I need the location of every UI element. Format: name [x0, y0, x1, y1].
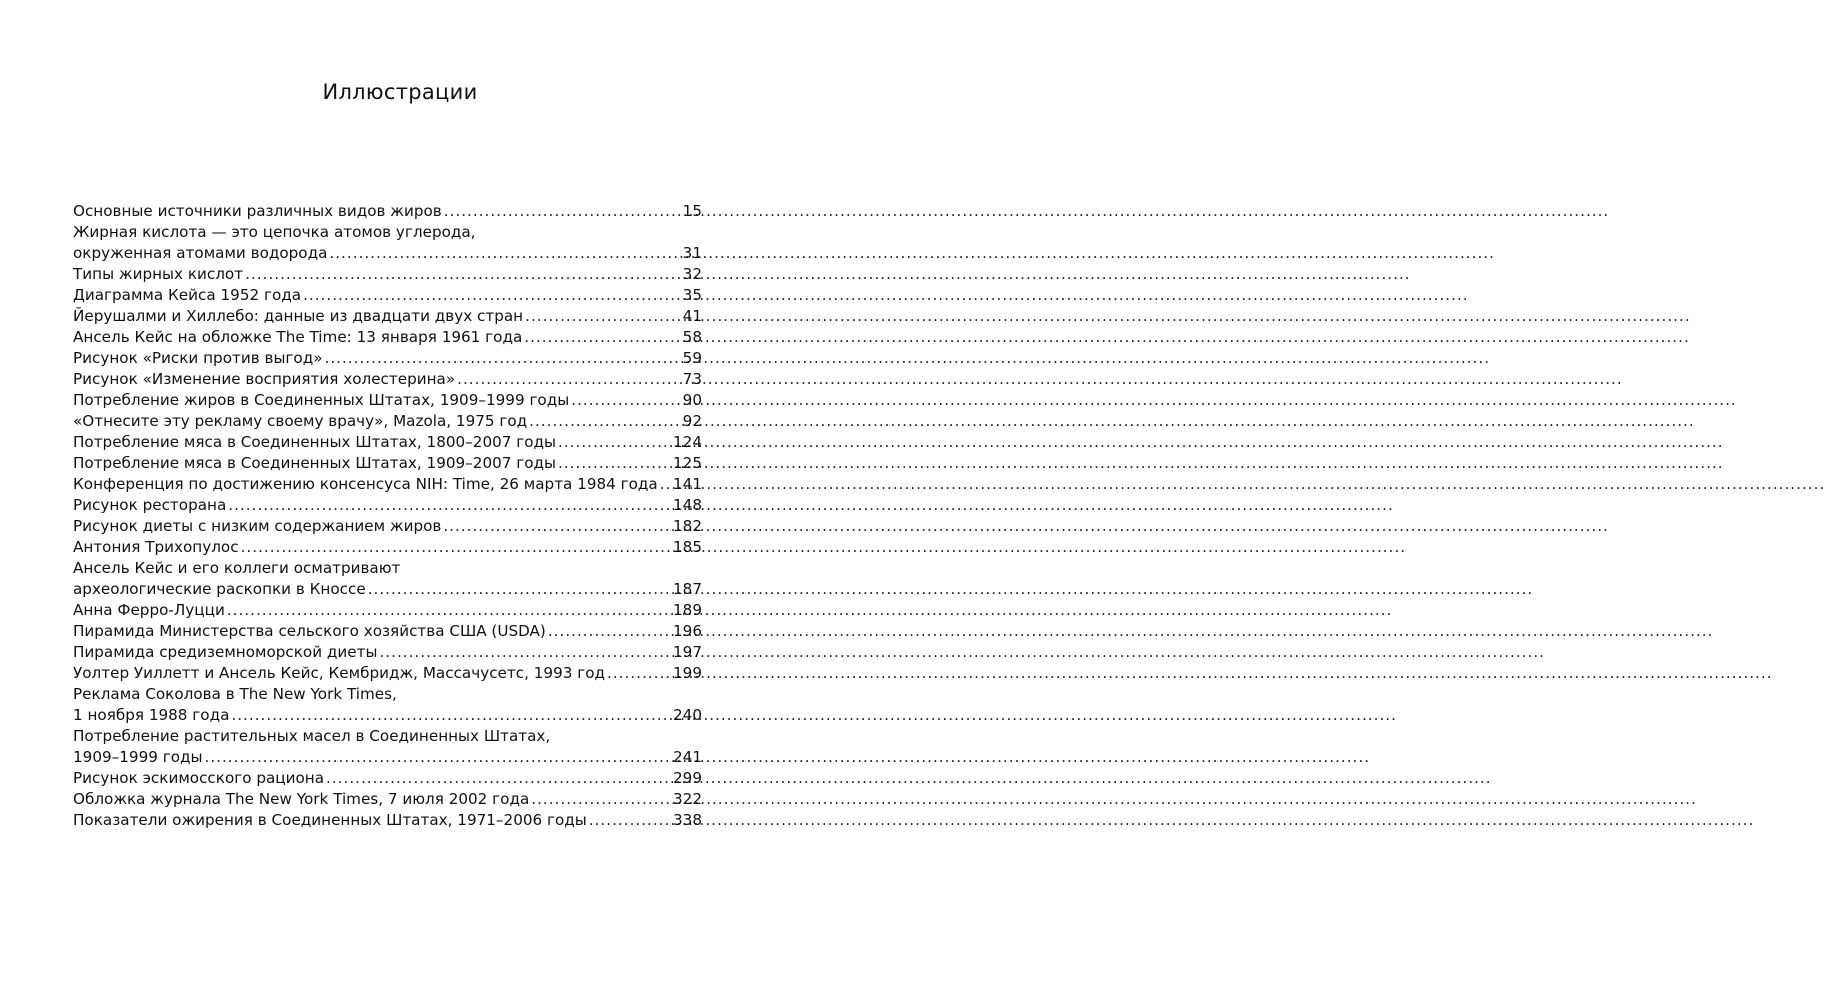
page-number: 58 — [682, 328, 702, 346]
toc-entry-last-line — [73, 705, 702, 726]
dot-leader — [231, 705, 671, 726]
dot-leader — [326, 768, 671, 789]
toc-entry-last-line — [73, 621, 702, 642]
dot-leader — [444, 201, 681, 222]
toc-entry-last-line — [73, 369, 702, 390]
dot-leader — [205, 747, 672, 768]
toc-entry-last-line — [73, 432, 702, 453]
entry-title: Рисунок «Изменение восприятия холестерина» — [73, 370, 456, 388]
toc-entry — [73, 495, 702, 516]
dot-leader — [329, 243, 680, 264]
toc-entry-last-line — [73, 747, 702, 768]
entry-title: Потребление мяса в Соединенных Штатах, 1800–2007 годы — [73, 433, 557, 451]
dot-leader — [379, 642, 671, 663]
page-number: 189 — [673, 601, 702, 619]
toc-entry-last-line — [73, 474, 702, 495]
toc-entry — [73, 726, 702, 768]
toc-entry — [73, 222, 702, 264]
entry-title: Потребление жиров в Соединенных Штатах, 1909–1999 годы — [73, 391, 570, 409]
toc-entry-line — [73, 222, 702, 243]
entry-title: Основные источники различных видов жиров — [73, 202, 442, 220]
toc-entry-last-line — [73, 453, 702, 474]
entry-title: 1909–1999 годы — [73, 748, 203, 766]
toc-entry-last-line — [73, 390, 702, 411]
toc-entry — [73, 327, 702, 348]
entry-title: Реклама Соколова в The New York Times, — [73, 685, 397, 703]
toc-entry-last-line — [73, 285, 702, 306]
page-number: 90 — [682, 391, 702, 409]
dot-leader — [241, 537, 671, 558]
toc-entry — [73, 348, 702, 369]
toc-entry-last-line — [73, 663, 702, 684]
page-number: 124 — [673, 433, 702, 451]
toc-entry — [73, 411, 702, 432]
toc-entry-line — [73, 684, 702, 705]
toc-entry — [73, 306, 702, 327]
toc-entry-last-line — [73, 201, 702, 222]
page-number: 141 — [673, 475, 702, 493]
toc-entry-last-line — [73, 516, 702, 537]
toc-entry — [73, 453, 702, 474]
toc-entry — [73, 768, 702, 789]
entry-title: Потребление растительных масел в Соединенных Штатах, — [73, 727, 551, 745]
entry-title: Рисунок эскимосского рациона — [73, 769, 325, 787]
toc-entry-last-line — [73, 495, 702, 516]
page-number: 187 — [673, 580, 702, 598]
page-number: 35 — [682, 286, 702, 304]
toc-entry — [73, 390, 702, 411]
toc-entry — [73, 474, 702, 495]
page-title: Иллюстрации — [322, 80, 478, 104]
toc-entry-last-line — [73, 768, 702, 789]
toc-entry-last-line — [73, 579, 702, 600]
dot-leader — [457, 369, 681, 390]
page-number: 199 — [673, 664, 702, 682]
entry-title: окруженная атомами водорода — [73, 244, 328, 262]
page-number: 73 — [682, 370, 702, 388]
page-number: 59 — [682, 349, 702, 367]
toc-entry — [73, 684, 702, 726]
entry-title: «Отнесите эту рекламу своему врачу», Mazola, 1975 год — [73, 412, 528, 430]
entry-title: Рисунок «Риски против выгод» — [73, 349, 323, 367]
dot-leader — [571, 390, 680, 411]
toc-entry — [73, 264, 702, 285]
dot-leader — [228, 495, 671, 516]
entry-title: Показатели ожирения в Соединенных Штатах, 1971–2006 годы — [73, 811, 587, 829]
entry-title: Ансель Кейс на обложке The Time: 13 января 1961 года — [73, 328, 523, 346]
entry-title: 1 ноября 1988 года — [73, 706, 230, 724]
toc-entry-line — [73, 558, 702, 579]
toc-entry — [73, 537, 702, 558]
page-number: 41 — [682, 307, 702, 325]
entry-title: Рисунок диеты с низким содержанием жиров — [73, 517, 442, 535]
entry-title: Пирамида средиземноморской диеты — [73, 643, 378, 661]
toc-entry-last-line — [73, 810, 702, 831]
page-number: 299 — [673, 769, 702, 787]
entry-title: Антония Трихопулос — [73, 538, 239, 556]
entry-title: Йерушалми и Хиллебо: данные из двадцати двух стран — [73, 307, 524, 325]
toc-entry-last-line — [73, 411, 702, 432]
toc-entry-last-line — [73, 306, 702, 327]
dot-leader — [529, 411, 681, 432]
dot-leader — [558, 432, 671, 453]
entry-title: Ансель Кейс и его коллеги осматривают — [73, 559, 401, 577]
entry-title: Потребление мяса в Соединенных Штатах, 1909–2007 годы — [73, 454, 557, 472]
page-number: 185 — [673, 538, 702, 556]
page-number: 196 — [673, 622, 702, 640]
entry-title: Диаграмма Кейса 1952 года — [73, 286, 302, 304]
toc-entry — [73, 201, 702, 222]
page-number: 31 — [682, 244, 702, 262]
dot-leader — [368, 579, 671, 600]
toc-entry-last-line — [73, 348, 702, 369]
dot-leader — [558, 453, 671, 474]
page-number: 182 — [673, 517, 702, 535]
dot-leader — [607, 663, 671, 684]
dot-leader — [443, 516, 671, 537]
toc-entry-line — [73, 726, 702, 747]
entry-title: Типы жирных кислот — [73, 265, 244, 283]
toc-entry — [73, 558, 702, 600]
dot-leader — [531, 789, 671, 810]
toc-entry — [73, 285, 702, 306]
toc-entry — [73, 642, 702, 663]
page-number: 92 — [682, 412, 702, 430]
entry-title: Жирная кислота — это цепочка атомов углерода, — [73, 223, 476, 241]
page-number: 32 — [682, 265, 702, 283]
page-number: 241 — [673, 748, 702, 766]
entry-title: Анна Ферро-Луцци — [73, 601, 225, 619]
entry-title: Обложка журнала The New York Times, 7 июля 2002 года — [73, 790, 530, 808]
toc-entry-last-line — [73, 537, 702, 558]
entry-title: Рисунок ресторана — [73, 496, 227, 514]
toc-entry-last-line — [73, 642, 702, 663]
toc-entry — [73, 663, 702, 684]
toc-entry — [73, 789, 702, 810]
page-number: 125 — [673, 454, 702, 472]
dot-leader — [525, 306, 681, 327]
toc-entry — [73, 369, 702, 390]
toc-entry-last-line — [73, 600, 702, 621]
toc-entry — [73, 810, 702, 831]
dot-leader — [303, 285, 681, 306]
entry-title: Пирамида Министерства сельского хозяйства США (USDA) — [73, 622, 546, 640]
dot-leader — [660, 474, 671, 495]
toc-entry-last-line — [73, 264, 702, 285]
dot-leader — [227, 600, 671, 621]
entry-title: археологические раскопки в Кноссе — [73, 580, 366, 598]
dot-leader — [245, 264, 681, 285]
page-number: 240 — [673, 706, 702, 724]
dot-leader — [325, 348, 681, 369]
dot-leader — [548, 621, 671, 642]
toc-entry — [73, 516, 702, 537]
page-number: 15 — [682, 202, 702, 220]
page-number: 338 — [673, 811, 702, 829]
toc-entry-last-line — [73, 327, 702, 348]
toc-entry — [73, 600, 702, 621]
page-number: 197 — [673, 643, 702, 661]
toc-entry-last-line — [73, 243, 702, 264]
page-number: 322 — [673, 790, 702, 808]
toc-entry-last-line — [73, 789, 702, 810]
illustrations-list — [73, 201, 702, 831]
entry-title: Уолтер Уиллетт и Ансель Кейс, Кембридж, Массачусетс, 1993 год — [73, 664, 605, 682]
page-number: 148 — [673, 496, 702, 514]
toc-entry — [73, 621, 702, 642]
entry-title: Конференция по достижению консенсуса NIH: Time, 26 марта 1984 года — [73, 475, 658, 493]
dot-leader — [589, 810, 671, 831]
toc-entry — [73, 432, 702, 453]
book-page — [0, 0, 800, 1000]
dot-leader — [524, 327, 680, 348]
